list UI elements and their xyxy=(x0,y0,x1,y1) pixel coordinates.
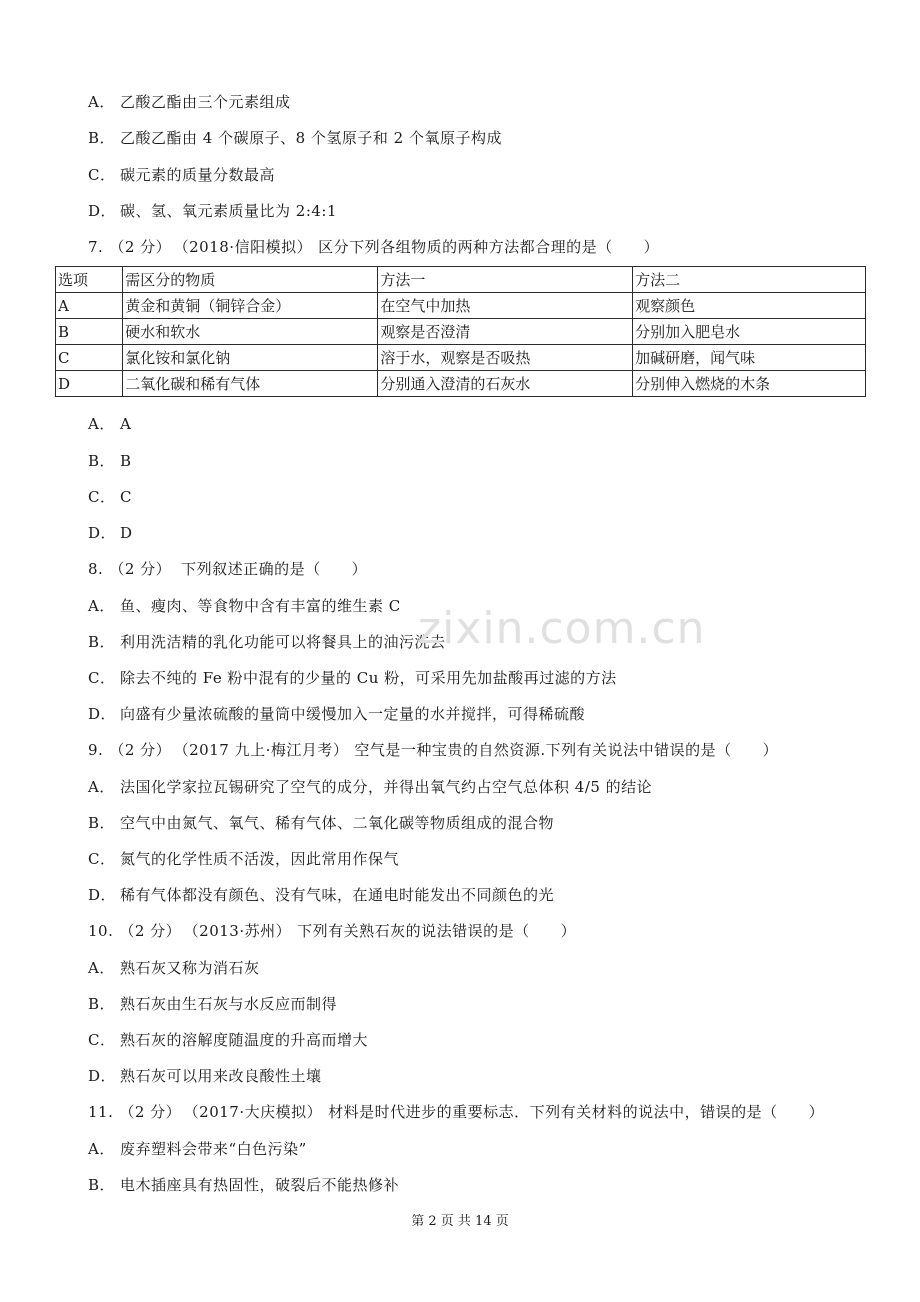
table-cell: 硬水和软水 xyxy=(123,319,378,345)
q6-option-c: C． 碳元素的质量分数最高 xyxy=(88,166,276,184)
table-cell: 加碱研磨，闻气味 xyxy=(633,345,866,371)
table-cell: 观察颜色 xyxy=(633,293,866,319)
q9-stem: 9. （2 分） （2017 九上·梅江月考） 空气是一种宝贵的自然资源.下列有关说法中错误的是（ ） xyxy=(88,741,779,759)
q11-option-a: A． 废弃塑料会带来“白色污染” xyxy=(88,1140,307,1158)
q6-option-b: B． 乙酸乙酯由 4 个碳原子、8 个氢原子和 2 个氧原子构成 xyxy=(88,129,502,147)
table-cell: 分别加入肥皂水 xyxy=(633,319,866,345)
q8-stem: 8. （2 分） 下列叙述正确的是（ ） xyxy=(88,560,368,578)
table-cell: 分别伸入燃烧的木条 xyxy=(633,371,866,397)
q10-stem: 10. （2 分） （2013·苏州） 下列有关熟石灰的说法错误的是（ ） xyxy=(88,922,577,940)
q7-comparison-table xyxy=(55,266,866,397)
q9-option-d: D． 稀有气体都没有颜色、没有气味，在通电时能发出不同颜色的光 xyxy=(88,886,555,904)
q10-option-a: A． 熟石灰又称为消石灰 xyxy=(88,959,260,977)
table-cell: A xyxy=(56,293,123,319)
table-row xyxy=(56,319,866,345)
q10-option-b: B． 熟石灰由生石灰与水反应而制得 xyxy=(88,995,338,1013)
page-footer: 第 2 页 共 14 页 xyxy=(411,1214,509,1229)
table-header-cell: 方法二 xyxy=(633,267,866,293)
q7-option-c: C． C xyxy=(88,488,132,506)
table-cell: B xyxy=(56,319,123,345)
table-header-cell: 选项 xyxy=(56,267,123,293)
q8-option-b: B． 利用洗洁精的乳化功能可以将餐具上的油污洗去 xyxy=(88,633,446,651)
q9-option-c: C． 氮气的化学性质不活泼，因此常用作保气 xyxy=(88,850,400,868)
q7-option-a: A． A xyxy=(88,415,132,433)
q7-stem: 7. （2 分） （2018·信阳模拟） 区分下列各组物质的两种方法都合理的是（ ） xyxy=(88,238,660,256)
table-cell: 溶于水，观察是否吸热 xyxy=(378,345,633,371)
table-cell: 二氧化碳和稀有气体 xyxy=(123,371,378,397)
q8-option-c: C． 除去不纯的 Fe 粉中混有的少量的 Cu 粉，可采用先加盐酸再过滤的方法 xyxy=(88,669,617,687)
q9-option-a: A． 法国化学家拉瓦锡研究了空气的成分，并得出氧气约占空气总体积 4/5 的结论 xyxy=(88,778,653,796)
table-cell: 氯化铵和氯化钠 xyxy=(123,345,378,371)
table-cell: 观察是否澄清 xyxy=(378,319,633,345)
table-header-row xyxy=(56,267,866,293)
q10-option-d: D． 熟石灰可以用来改良酸性土壤 xyxy=(88,1067,322,1085)
table-header-cell: 需区分的物质 xyxy=(123,267,378,293)
q7-option-b: B． B xyxy=(88,452,132,470)
q7-option-d: D． D xyxy=(88,524,133,542)
table-cell: C xyxy=(56,345,123,371)
q11-option-b: B． 电木插座具有热固性，破裂后不能热修补 xyxy=(88,1176,400,1194)
table-cell: 在空气中加热 xyxy=(378,293,633,319)
table-cell: 分别通入澄清的石灰水 xyxy=(378,371,633,397)
q6-option-a: A． 乙酸乙酯由三个元素组成 xyxy=(88,93,291,111)
watermark: zixin.com.cn xyxy=(418,603,706,654)
q11-stem: 11. （2 分） （2017·大庆模拟） 材料是时代进步的重要标志．下列有关材料的说法中，错误的是（ ） xyxy=(88,1103,825,1121)
q8-option-d: D． 向盛有少量浓硫酸的量筒中缓慢加入一定量的水并搅拌，可得稀硫酸 xyxy=(88,705,586,723)
q6-option-d: D． 碳、氢、氧元素质量比为 2:4:1 xyxy=(88,202,338,220)
table-row xyxy=(56,371,866,397)
table-cell: D xyxy=(56,371,123,397)
table-cell: 黄金和黄铜（铜锌合金） xyxy=(123,293,378,319)
q8-option-a: A． 鱼、瘦肉、等食物中含有丰富的维生素 C xyxy=(88,597,401,615)
q10-option-c: C． 熟石灰的溶解度随温度的升高而增大 xyxy=(88,1031,369,1049)
table-row xyxy=(56,293,866,319)
q9-option-b: B． 空气中由氮气、氧气、稀有气体、二氧化碳等物质组成的混合物 xyxy=(88,814,555,832)
table-row xyxy=(56,345,866,371)
table-header-cell: 方法一 xyxy=(378,267,633,293)
